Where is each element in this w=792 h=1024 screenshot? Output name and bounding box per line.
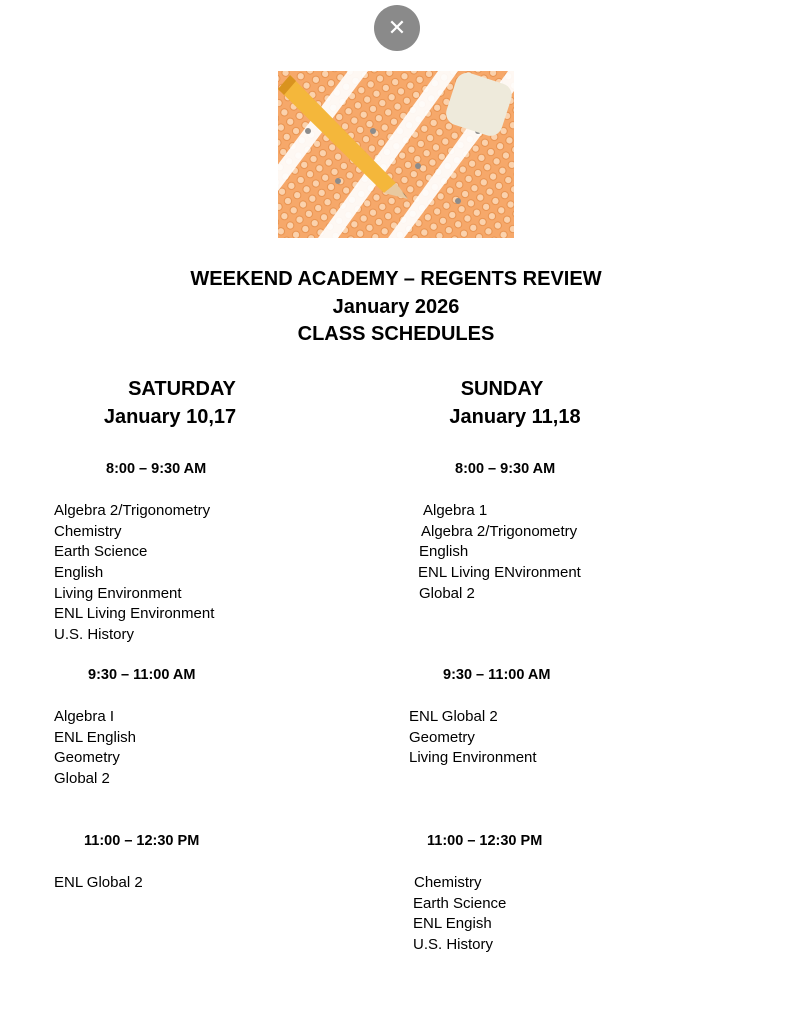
sunday-slot-1-time: 8:00 – 9:30 AM <box>455 461 556 477</box>
saturday-dates: January 10,17 <box>103 406 237 428</box>
saturday-slot-3-list <box>54 873 143 894</box>
list-item: U.S. History <box>413 936 494 954</box>
list-item: ENL Engish <box>413 915 492 933</box>
list-item: English <box>54 564 104 582</box>
sunday-heading: SUNDAY <box>460 378 544 400</box>
sunday-slot-3-time: 11:00 – 12:30 PM <box>427 833 543 849</box>
title-line-3: CLASS SCHEDULES <box>297 323 495 345</box>
list-item: Algebra 2/Trigonometry <box>54 502 211 519</box>
list-item: Global 2 <box>54 770 110 788</box>
sunday-dates: January 11,18 <box>449 406 581 428</box>
title-line-1: WEEKEND ACADEMY – REGENTS REVIEW <box>190 268 602 290</box>
saturday-slot-2-time: 9:30 – 11:00 AM <box>88 667 196 683</box>
list-item: Earth Science <box>413 894 507 912</box>
list-item: ENL English <box>54 728 136 746</box>
list-item: Geometry <box>54 749 120 767</box>
sunday-slot-2-list <box>409 707 537 769</box>
sunday-slot-2-time: 9:30 – 11:00 AM <box>443 667 551 683</box>
list-item: Chemistry <box>54 522 122 540</box>
saturday-slot-3-time: 11:00 – 12:30 PM <box>84 833 200 849</box>
saturday-slot-1-time: 8:00 – 9:30 AM <box>106 461 207 477</box>
list-item: ENL Global 2 <box>54 874 143 891</box>
list-item: Algebra 1 <box>423 502 488 519</box>
list-item: Living Environment <box>409 749 537 767</box>
saturday-slot-2-list <box>54 707 136 790</box>
close-icon[interactable]: ✕ <box>387 15 407 40</box>
list-item: ENL Living Environment <box>54 605 215 623</box>
list-item: Living Environment <box>54 584 182 602</box>
list-item: Chemistry <box>414 874 482 891</box>
list-item: ENL Living ENvironment <box>418 564 581 582</box>
list-item: Geometry <box>409 728 475 746</box>
list-item: Earth Science <box>54 543 148 561</box>
list-item: Algebra I <box>54 708 115 725</box>
title-line-2: January 2026 <box>332 296 460 318</box>
saturday-heading: SATURDAY <box>128 378 236 400</box>
list-item: U.S. History <box>54 626 135 644</box>
header-photo-answer-sheet <box>278 71 514 238</box>
list-item: English <box>419 543 469 561</box>
sunday-slot-3-list <box>413 873 506 956</box>
sunday-slot-1-list <box>418 501 581 604</box>
close-button[interactable] <box>374 5 420 51</box>
list-item: Global 2 <box>419 584 475 602</box>
saturday-slot-1-list <box>54 501 214 646</box>
list-item: Algebra 2/Trigonometry <box>421 522 578 540</box>
list-item: ENL Global 2 <box>409 708 498 725</box>
